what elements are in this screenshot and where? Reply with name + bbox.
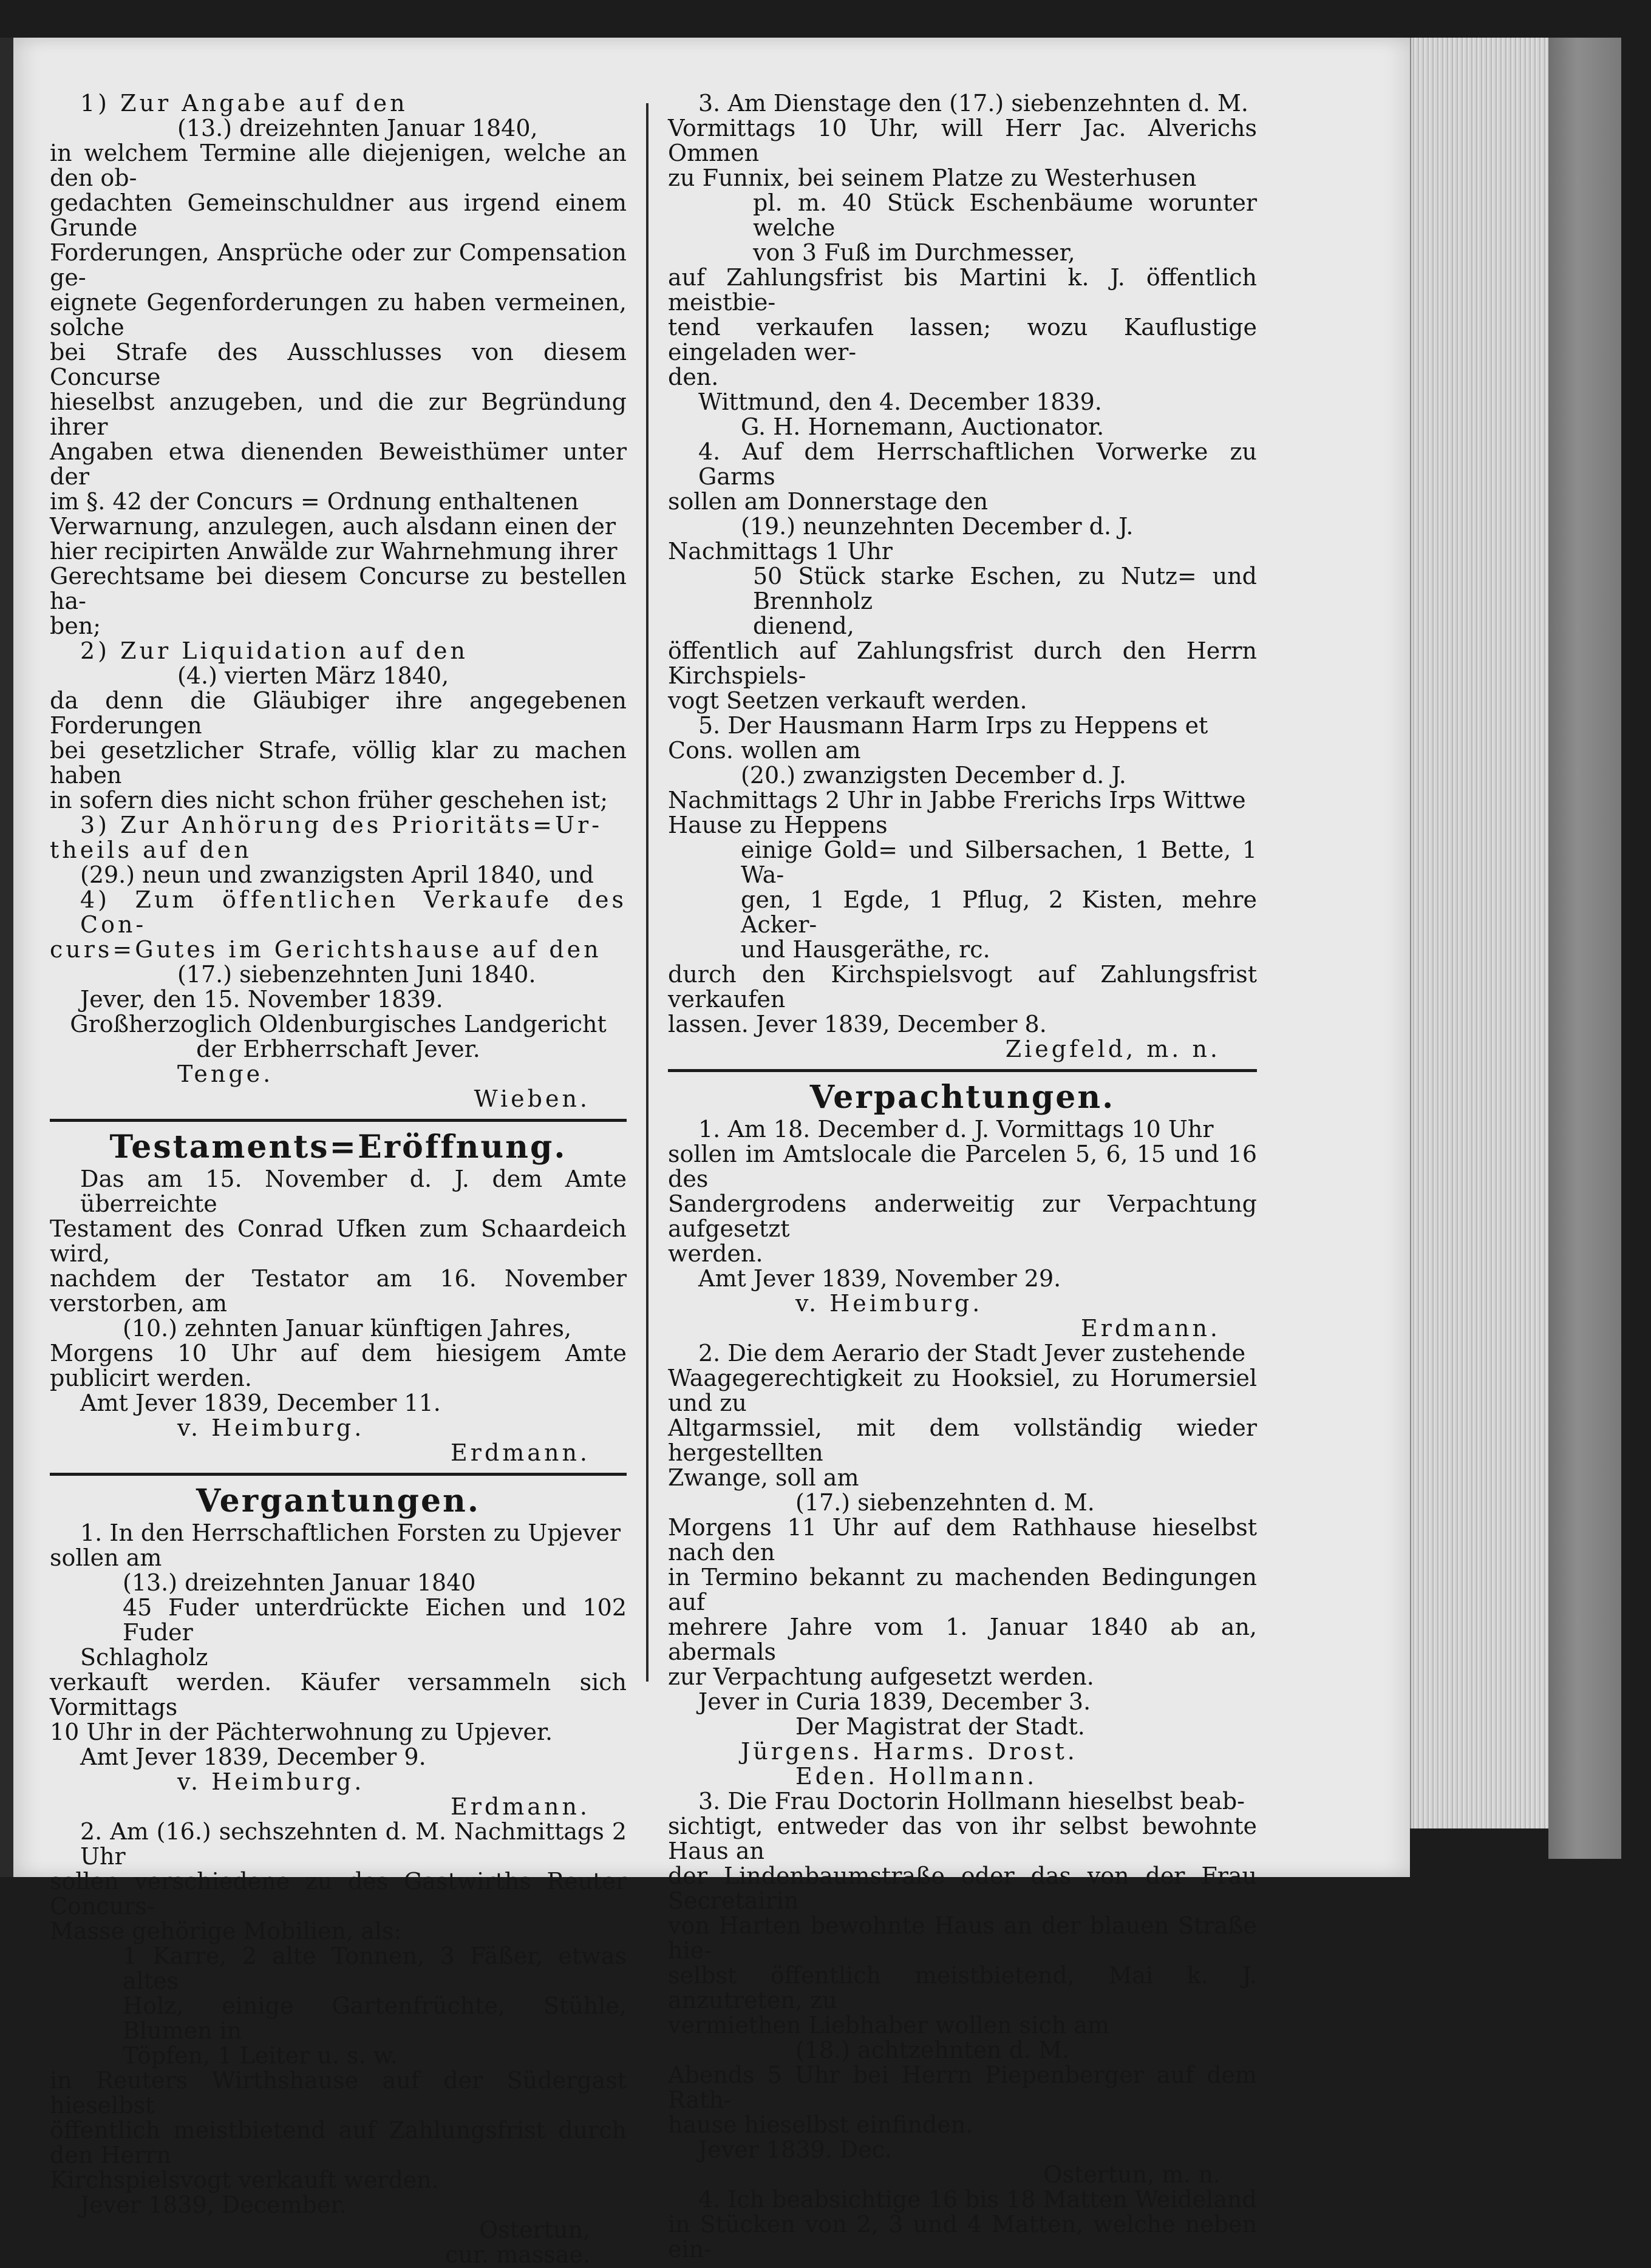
text-line: Jever 1839. Dec. xyxy=(698,2136,893,2163)
text-line: Jever in Curia 1839, December 3. xyxy=(698,1688,1091,1715)
text-line: selbst öffentlich meistbietend, Mai k. J. anzutreten, zu xyxy=(668,1962,1257,2014)
text-line: Amt Jever 1839, December 9. xyxy=(80,1743,426,1770)
text-line: 50 Stück starke Eschen, zu Nutz= und Brennholz xyxy=(753,563,1257,614)
text-line: pl. m. 40 Stück Eschenbäume worunter welche xyxy=(753,189,1257,241)
signature: G. H. Hornemann, Auctionator. xyxy=(741,413,1105,440)
text-line: Masse gehörige Mobilien, als: xyxy=(50,1918,402,1944)
text-line: Der Magistrat der Stadt. xyxy=(795,1713,1085,1740)
signature: v. Heimburg. xyxy=(177,1414,365,1441)
text-line: in welchem Termine alle diejenigen, welche an den ob- xyxy=(50,140,627,191)
signature: v. Heimburg. xyxy=(795,1290,983,1317)
text-line: Sandergrodens anderweitig zur Verpachtung aufgesetzt xyxy=(668,1190,1257,1242)
text-line: 3. Die Frau Doctorin Hollmann hieselbst beab- xyxy=(698,1788,1245,1815)
text-line: 2) Zur Liquidation auf den xyxy=(80,637,468,664)
text-line: sollen verschiedene zu des Gastwirths Reuter Concurs- xyxy=(50,1868,627,1920)
text-line: in Termino bekannt zu machenden Bedingungen auf xyxy=(668,1564,1257,1615)
text-line: Amt Jever 1839, December 11. xyxy=(80,1390,441,1416)
text-line: Jever, den 15. November 1839. xyxy=(80,986,443,1013)
text-line: Gerechtsame bei diesem Concurse zu bestellen ha- xyxy=(50,563,627,614)
text-line: Cons. wollen am xyxy=(668,737,861,764)
text-line: 1) Zur Angabe auf den xyxy=(80,90,408,117)
signature: Eden. Hollmann. xyxy=(795,1763,1038,1790)
text-line: dienend, xyxy=(753,613,854,639)
text-line: Morgens 10 Uhr auf dem hiesigem Amte publicirt werden. xyxy=(50,1340,627,1391)
text-line: 45 Fuder unterdrückte Eichen und 102 Fuder xyxy=(123,1594,627,1646)
text-line: lassen. Jever 1839, December 8. xyxy=(668,1011,1047,1037)
text-line: Abends 5 Uhr bei Herrn Piepenberger auf dem Rath- xyxy=(668,2062,1257,2113)
text-line: (13.) dreizehnten Januar 1840, xyxy=(177,115,538,141)
signature: Erdmann. xyxy=(451,1439,590,1466)
text-line: sollen im Amtslocale die Parcelen 5, 6, 15 und 16 des xyxy=(668,1141,1257,1192)
section-heading: Testaments=Eröffnung. xyxy=(109,1129,567,1166)
text-line: eignete Gegenforderungen zu haben vermeinen, solche xyxy=(50,289,627,341)
text-line: 3. Am Dienstage den (17.) siebenzehnten d. M. xyxy=(698,90,1248,117)
text-line: Schlagholz xyxy=(80,1644,208,1671)
column-divider xyxy=(646,103,648,1682)
text-line: 4. Auf dem Herrschaftlichen Vorwerke zu Garms xyxy=(698,438,1257,490)
text-line: der Lindenbaumstraße oder das von der Frau Secretairin xyxy=(668,1862,1257,1914)
text-line: vogt Seetzen verkauft werden. xyxy=(668,687,1027,714)
text-line: Nachmittags 2 Uhr in Jabbe Frerichs Irps Wittwe xyxy=(668,787,1246,813)
text-line: Forderungen, Ansprüche oder zur Compensation ge- xyxy=(50,239,627,291)
text-line: öffentlich meistbietend auf Zahlungsfrist durch den Herrn xyxy=(50,2117,627,2168)
text-line: hieselbst anzugeben, und die zur Begründung ihrer xyxy=(50,389,627,440)
text-line: (20.) zwanzigsten December d. J. xyxy=(741,762,1126,789)
text-line: Töpfen, 1 Leiter u. s. w. xyxy=(123,2042,398,2069)
text-line: 3) Zur Anhörung des Prioritäts=Ur- xyxy=(80,812,603,838)
signature: v. Heimburg. xyxy=(177,1768,365,1795)
text-line: Amt Jever 1839, November 29. xyxy=(698,1265,1061,1292)
section-heading: Vergantungen. xyxy=(196,1482,480,1519)
text-line: Holz, einige Gartenfrüchte, Stühle, Blumen in xyxy=(123,1992,627,2044)
text-line: Nachmittags 1 Uhr xyxy=(668,538,893,565)
text-line: durch den Kirchspielsvogt auf Zahlungsfrist verkaufen xyxy=(668,961,1257,1013)
text-line: vermiethen Liebhaber wollen sich am xyxy=(668,2012,1109,2039)
signature: Ostertun, m. n. xyxy=(1043,2161,1220,2188)
text-line: mehrere Jahre vom 1. Januar 1840 ab an, abermals xyxy=(668,1614,1257,1665)
text-line: Angaben etwa dienenden Beweisthümer unter der xyxy=(50,438,627,490)
text-line: Zwange, soll am xyxy=(668,1464,859,1491)
text-line: sichtigt, entweder das von ihr selbst bewohnte Haus an xyxy=(668,1813,1257,1864)
text-line: 2. Am (16.) sechszehnten d. M. Nachmittags 2 Uhr xyxy=(80,1818,627,1870)
text-line: ben; xyxy=(50,613,101,639)
text-line: werden. xyxy=(668,1240,763,1267)
text-line: da denn die Gläubiger ihre angegebenen Forderungen xyxy=(50,687,627,739)
text-line: Jever 1839, December. xyxy=(80,2192,347,2218)
signature: Erdmann. xyxy=(1081,1315,1220,1342)
text-line: 10 Uhr in der Pächterwohnung zu Upjever. xyxy=(50,1719,553,1745)
text-line: zu Funnix, bei seinem Platze zu Westerhusen xyxy=(668,165,1197,191)
text-line: verkauft werden. Käufer versammeln sich Vormittags xyxy=(50,1669,627,1720)
text-line: Das am 15. November d. J. dem Amte überreichte xyxy=(80,1166,627,1217)
text-line: (29.) neun und zwanzigsten April 1840, und xyxy=(80,861,594,888)
text-line: tend verkaufen lassen; wozu Kauflustige eingeladen wer- xyxy=(668,314,1257,365)
text-line: 1 Karre, 2 alte Tonnen, 3 Fäßer, etwas altes xyxy=(123,1943,627,1994)
text-line: Wittmund, den 4. December 1839. xyxy=(698,389,1102,415)
section-rule xyxy=(668,1069,1257,1072)
text-line: Testament des Conrad Ufken zum Schaardeich wird, xyxy=(50,1215,627,1267)
text-line: 2. Die dem Aerario der Stadt Jever zustehende xyxy=(698,1340,1246,1367)
text-line: gen, 1 Egde, 1 Pflug, 2 Kisten, mehre Acker- xyxy=(741,886,1257,938)
text-line: den. xyxy=(668,364,719,390)
text-line: im §. 42 der Concurs = Ordnung enthaltenen xyxy=(50,488,579,515)
text-line: (17.) siebenzehnten d. M. xyxy=(795,1489,1095,1516)
text-line: sollen am xyxy=(50,1544,162,1571)
book-cover-edge xyxy=(1548,38,1621,1859)
text-line: von 3 Fuß im Durchmesser, xyxy=(753,239,1075,266)
text-line: bei Strafe des Ausschlusses von diesem Concurse xyxy=(50,339,627,390)
text-line: 5. Der Hausmann Harm Irps zu Heppens et xyxy=(698,712,1208,739)
text-line: in Reuters Wirthshause auf der Südergast hieselbst xyxy=(50,2067,627,2119)
text-line: auf Zahlungsfrist bis Martini k. J. öffentlich meistbie- xyxy=(668,264,1257,316)
text-line: (17.) siebenzehnten Juni 1840. xyxy=(177,961,536,988)
right-column xyxy=(668,91,1257,2262)
text-line: Altgarmssiel, mit dem vollständig wieder hergestellten xyxy=(668,1414,1257,1466)
text-line: hier recipirten Anwälde zur Wahrnehmung ihrer xyxy=(50,538,618,565)
section-rule xyxy=(50,1473,627,1476)
text-line: Waagegerechtigkeit zu Hooksiel, zu Horumersiel und zu xyxy=(668,1365,1257,1416)
text-line: hause hieselbst einfinden. xyxy=(668,2111,973,2138)
book-gutter xyxy=(0,38,13,1877)
text-line: in Stücken von 2, 3 und 4 Matten, welche neben ein- xyxy=(668,2211,1257,2263)
text-line: öffentlich auf Zahlungsfrist durch den Herrn Kirchspiels- xyxy=(668,637,1257,689)
text-line: (4.) vierten März 1840, xyxy=(177,662,449,689)
signature: Ziegfeld, m. n. xyxy=(1005,1036,1220,1062)
signature: Erdmann. xyxy=(451,1793,590,1820)
text-line: von Harten bewohnte Haus an der blauen Straße hie- xyxy=(668,1912,1257,1964)
text-line: Vormittags 10 Uhr, will Herr Jac. Alverichs Ommen xyxy=(668,115,1257,166)
left-column xyxy=(50,91,627,2267)
text-line: Kirchspielsvogt verkauft werden. xyxy=(50,2167,439,2193)
signature: Ostertun, xyxy=(479,2216,590,2243)
text-line: 4) Zum öffentlichen Verkaufe des Con- xyxy=(80,886,627,938)
text-line: sollen am Donnerstage den xyxy=(668,488,989,515)
text-line: 1. Am 18. December d. J. Vormittags 10 Uhr xyxy=(698,1116,1214,1142)
signature: cur. massae. xyxy=(445,2241,590,2268)
text-line: einige Gold= und Silbersachen, 1 Bette, 1 Wa- xyxy=(741,837,1257,888)
text-line: curs=Gutes im Gerichtshause auf den xyxy=(50,936,602,963)
section-rule xyxy=(50,1119,627,1122)
text-line: 4. Ich beabsichtige 16 bis 18 Matten Weideland xyxy=(698,2186,1257,2213)
text-line: Großherzoglich Oldenburgisches Landgericht xyxy=(70,1011,607,1037)
text-line: 1. In den Herrschaftlichen Forsten zu Upjever xyxy=(80,1519,621,1546)
text-line: theils auf den xyxy=(50,837,252,863)
text-line: in sofern dies nicht schon früher geschehen ist; xyxy=(50,787,608,813)
section-heading: Verpachtungen. xyxy=(809,1079,1115,1116)
text-line: Hause zu Heppens xyxy=(668,812,888,838)
text-line: Morgens 11 Uhr auf dem Rathhause hieselbst nach den xyxy=(668,1514,1257,1566)
signature: Tenge. xyxy=(177,1061,274,1087)
text-line: zur Verpachtung aufgesetzt werden. xyxy=(668,1663,1094,1690)
text-line: (10.) zehnten Januar künftigen Jahres, xyxy=(123,1315,572,1342)
text-line: bei gesetzlicher Strafe, völlig klar zu machen haben xyxy=(50,737,627,789)
text-line: nachdem der Testator am 16. November verstorben, am xyxy=(50,1265,627,1317)
text-line: (18.) achtzehnten d. M. xyxy=(795,2037,1070,2063)
text-line: und Hausgeräthe, rc. xyxy=(741,936,990,963)
text-line: Verwarnung, anzulegen, auch alsdann einen der xyxy=(50,513,616,540)
signature: Wieben. xyxy=(474,1085,590,1112)
text-line: (19.) neunzehnten December d. J. xyxy=(741,513,1134,540)
signature: Jürgens. Harms. Drost. xyxy=(741,1738,1078,1765)
text-line: (13.) dreizehnten Januar 1840 xyxy=(123,1569,476,1596)
text-line: gedachten Gemeinschuldner aus irgend einem Grunde xyxy=(50,189,627,241)
text-line: der Erbherrschaft Jever. xyxy=(196,1036,480,1062)
